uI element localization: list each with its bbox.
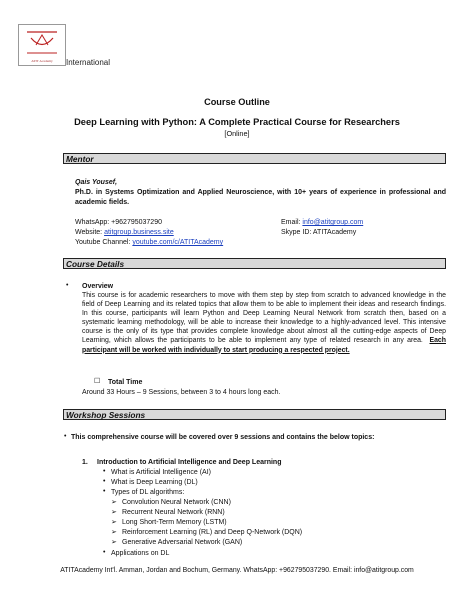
- bullet-dot-icon: •: [103, 468, 106, 475]
- page-footer: ATITAcademy Int'l. Amman, Jordan and Bochum, Germany. WhatsApp: +962795037290. Email: info@atitgroup.com: [60, 567, 414, 574]
- mentor-name: Qais Yousef,: [75, 179, 118, 186]
- arrow-bullet-icon: ➢: [111, 509, 117, 516]
- sub-list-item: Generative Adversarial Network (GAN): [122, 539, 243, 546]
- bullet-dot-icon: •: [66, 282, 69, 289]
- list-item: What is Artificial Intelligence (AI): [111, 469, 211, 476]
- mentor-skype: Skype ID: ATITAcademy: [281, 229, 357, 236]
- section-title: Course Details: [66, 259, 125, 269]
- bullet-dot-icon: •: [103, 549, 106, 556]
- bullet-dot-icon: •: [103, 478, 106, 485]
- total-time-title: Total Time: [108, 379, 143, 386]
- section-title: Mentor: [66, 154, 94, 164]
- list-item: What is Deep Learning (DL): [111, 479, 198, 486]
- sub-list-item: Recurrent Neural Network (RNN): [122, 509, 225, 516]
- logo-text: ATIT Academy: [31, 59, 53, 63]
- workshop-intro: This comprehensive course will be covered over 9 sessions and contains the below topics:: [71, 434, 375, 441]
- total-time-body: Around 33 Hours – 9 Sessions, between 3 to 4 hours long each.: [82, 389, 281, 396]
- bullet-dot-icon: •: [103, 488, 106, 495]
- arrow-bullet-icon: ➢: [111, 529, 117, 536]
- mentor-website: [75, 228, 174, 237]
- arrow-bullet-icon: ➢: [111, 519, 117, 526]
- org-suffix: International: [66, 58, 111, 67]
- topic-number: 1.: [82, 459, 88, 466]
- sub-list-item: Reinforcement Learning (RL) and Deep Q-Network (DQN): [122, 529, 303, 536]
- document-title: Course Outline: [204, 97, 270, 107]
- overview-text: This course is for academic researchers to move with them step by step from scratch to advanced knowledge in the field of Deep Learning and its related topics that allow them to be able to implement their ideas and research findings. In this course, participants will learn Python and Deep Learning Neural Network from scratch then, based on a systematic learning methodology, will be able to increase their knowledge to a highly-advanced level. This intensive course is the only of its type that provides complete knowledge about almost all the cutting-edge aspects of Deep Learning, which allows the participants to be able to implement any type of related research in any area.: [82, 292, 446, 345]
- website-link[interactable]: atitgroup.business.site: [104, 229, 174, 236]
- email-link[interactable]: info@atitgroup.com: [302, 219, 364, 226]
- website-label: Website:: [75, 229, 103, 236]
- course-mode: [Online]: [224, 129, 250, 138]
- overview-emphasis: Each participant will be worked with individually to start producing a respected project.: [82, 337, 446, 354]
- arrow-bullet-icon: ➢: [111, 499, 117, 506]
- mentor-youtube: [75, 238, 223, 247]
- email-label: Email:: [281, 219, 301, 226]
- course-title: Deep Learning with Python: A Complete Practical Course for Researchers: [74, 117, 400, 127]
- arrow-bullet-icon: ➢: [111, 539, 117, 546]
- bullet-dot-icon: •: [64, 433, 67, 440]
- youtube-link[interactable]: youtube.com/c/ATITAcademy: [132, 239, 224, 246]
- topic-title: Introduction to Artificial Intelligence and Deep Learning: [97, 459, 282, 466]
- checkbox-icon: ☐: [94, 378, 101, 385]
- sub-list-item: Convolution Neural Network (CNN): [122, 499, 231, 506]
- mentor-bio: Ph.D. in Systems Optimization and Applied Neuroscience, with 10+ years of experience in professional and academic fields.: [75, 189, 446, 206]
- mentor-email: [281, 218, 363, 227]
- overview-body: [82, 291, 446, 355]
- list-item: Types of DL algorithms:: [111, 489, 185, 496]
- section-title: Workshop Sessions: [66, 410, 146, 420]
- youtube-label: Youtube Channel:: [75, 239, 131, 246]
- company-logo: [18, 24, 66, 66]
- logo-emblem-icon: [23, 29, 61, 57]
- sub-list-item: Long Short-Term Memory (LSTM): [122, 519, 227, 526]
- overview-title: Overview: [82, 283, 114, 290]
- section-header-mentor: [63, 153, 446, 164]
- list-item: Applications on DL: [111, 550, 170, 557]
- section-header-course-details: [63, 258, 446, 269]
- mentor-whatsapp: WhatsApp: +962795037290: [75, 219, 162, 226]
- section-header-workshop: [63, 409, 446, 420]
